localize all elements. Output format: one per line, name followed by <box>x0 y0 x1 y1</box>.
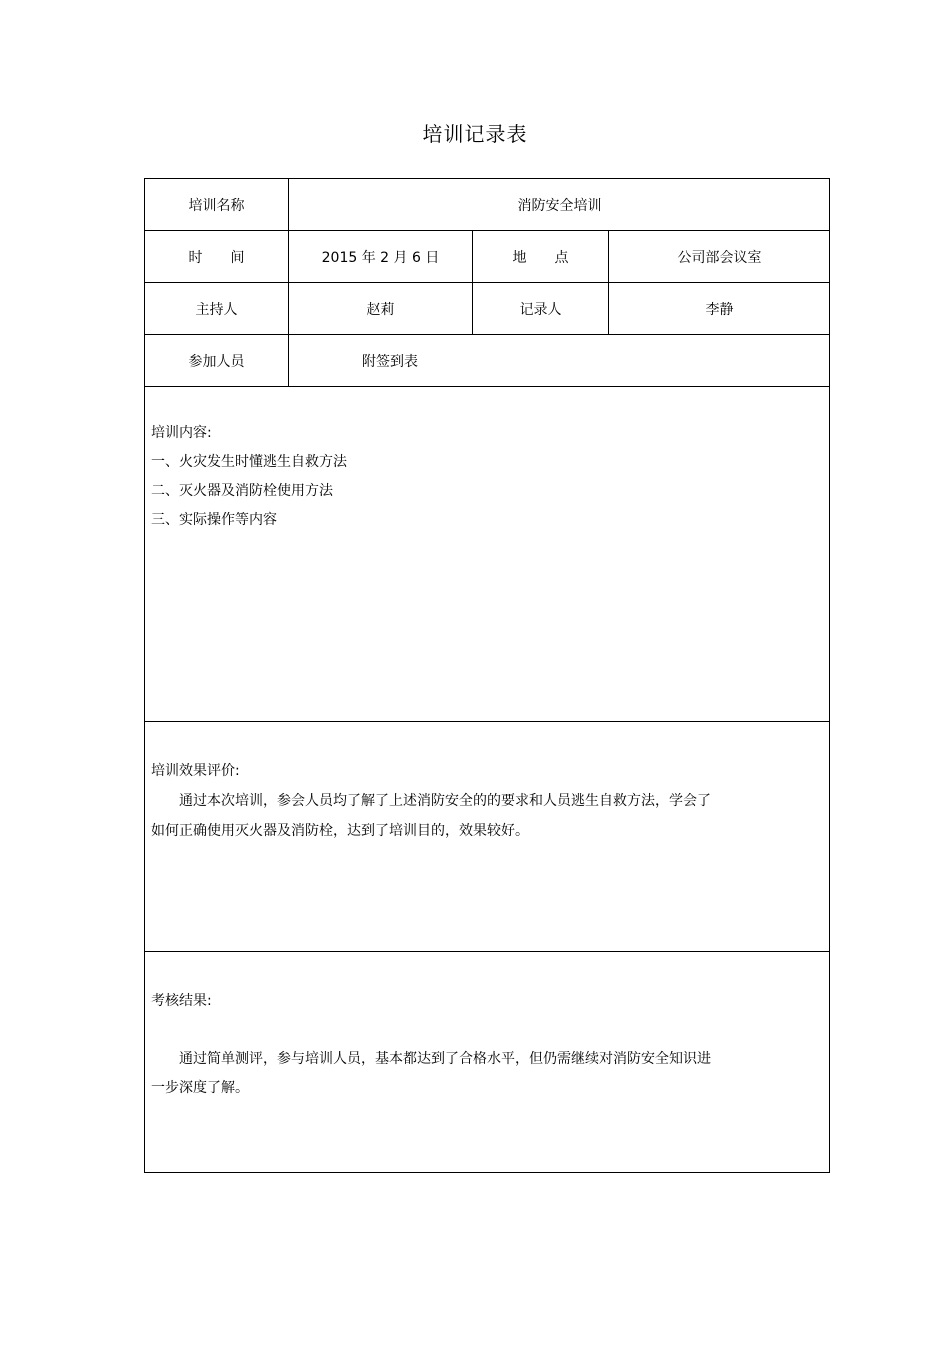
content-item: 一、火灾发生时懂逃生自救方法 <box>151 454 347 470</box>
content-item: 二、灭火器及消防栓使用方法 <box>151 483 333 499</box>
place-value: 公司部会议室 <box>677 249 762 266</box>
assessment-text: 一步深度了解。 <box>151 1080 249 1096</box>
place-label: 地 点 <box>512 249 569 266</box>
row-divider <box>145 386 829 387</box>
assessment-section <box>151 987 769 1103</box>
attendees-value: 附签到表 <box>362 353 418 370</box>
assessment-text: 通过简单测评，参与培训人员，基本都达到了合格水平，但仍需继续对消防安全知识进 <box>179 1051 711 1067</box>
blank-line <box>151 1016 769 1045</box>
attendees-label: 参加人员 <box>188 353 245 370</box>
evaluation-heading: 培训效果评价: <box>151 763 240 779</box>
host-value: 赵莉 <box>366 301 395 318</box>
training-content-heading: 培训内容: <box>151 425 212 441</box>
recorder-value: 李静 <box>705 301 734 318</box>
page-title: 培训记录表 <box>422 122 528 146</box>
evaluation-text: 通过本次培训，参会人员均了解了上述消防安全的的要求和人员逃生自救方法，学会了 <box>179 793 711 809</box>
assessment-heading: 考核结果: <box>151 993 212 1009</box>
host-label: 主持人 <box>195 301 238 318</box>
training-content-section <box>151 419 769 535</box>
training-name-value: 消防安全培训 <box>517 197 602 214</box>
training-record-form <box>144 178 830 1173</box>
evaluation-text: 如何正确使用灭火器及消防栓，达到了培训目的，效果较好。 <box>151 823 529 839</box>
recorder-label: 记录人 <box>519 301 562 318</box>
evaluation-section <box>151 756 769 846</box>
training-name-label: 培训名称 <box>188 197 245 214</box>
time-label: 时 间 <box>188 249 245 266</box>
row-divider <box>145 721 829 722</box>
row-divider <box>145 951 829 952</box>
content-item: 三、实际操作等内容 <box>151 512 277 528</box>
time-value: 2015 年 2 月 6 日 <box>321 249 440 266</box>
